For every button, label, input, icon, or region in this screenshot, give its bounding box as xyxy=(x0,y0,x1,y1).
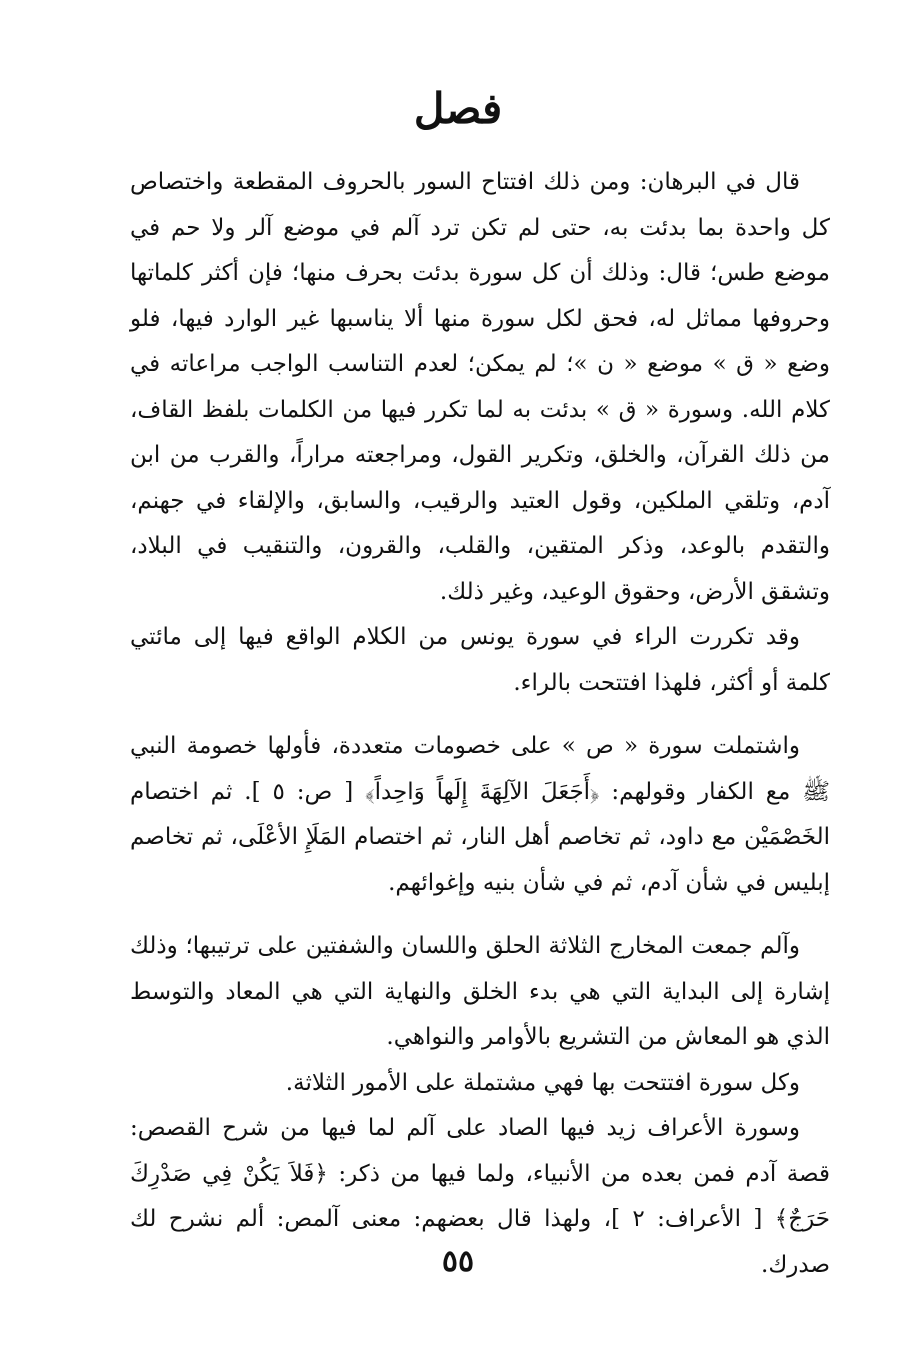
paragraph-alif-lam-mim: وآلم جمعت المخارج الثلاثة الحلق واللسان والشفتين على ترتيبها؛ وذلك إشارة إلى البداية التي هي بدء الخلق والنهاية التي هي المعاد والتوسط الذي هو المعاش من التشريع بالأوامر والنواهي. xyxy=(130,933,830,1050)
paragraph-surah-yunus: وقد تكررت الراء في سورة يونس من الكلام الواقع فيها إلى مائتي كلمة أو أكثر، فلهذا افتتحت بالراء. xyxy=(130,624,830,696)
page-title: فصل xyxy=(413,84,503,133)
page-body xyxy=(130,160,830,1288)
paragraph-surah-araf: وسورة الأعراف زيد فيها الصاد على آلم لما فيها من شرح القصص: قصة آدم فمن بعده من الأنبياء، ولما فيها من ذكر: ﴿فَلاَ يَكُنْ فِي صَدْرِكَ حَرَجٌ﴾ [ الأعراف: ٢ ]، ولهذا قال بعضهم: معنى آلمص: ألم نشرح لك صدرك. xyxy=(130,1115,830,1278)
page-number: ٥٥ xyxy=(441,1244,475,1279)
paragraph-three-matters: وكل سورة افتتحت بها فهي مشتملة على الأمور الثلاثة. xyxy=(285,1069,800,1096)
paragraph-surah-sad: واشتملت سورة « ص » على خصومات متعددة، فأولها خصومة النبي ﷺ مع الكفار وقولهم: ﴿أَجَعَلَ الآلِهَةَ إِلَهاً وَاحِداً﴾ [ ص: ٥ ]. ثم اختصام الخَصْمَيْن مع داود، ثم تخاصم أهل النار، ثم اختصام المَلَإِ الأعْلَى، ثم تخاصم إبليس في شأن آدم، ثم في شأن بنيه وإغوائهم. xyxy=(130,733,831,896)
paragraph-muqatta-letters: قال في البرهان: ومن ذلك افتتاح السور بالحروف المقطعة واختصاص كل واحدة بما بدئت به، حتى لم تكن ترد آلم في موضع آلر ولا حم في موضع طس؛ قال: وذلك أن كل سورة بدئت بحرف منها؛ فإن أكثر كلماتها وحروفها مماثل له، فحق لكل سورة منها ألا يناسبها غير الوارد فيها، فلو وضع « ق » موضع « ن »؛ لم يمكن؛ لعدم التناسب الواجب مراعاته في كلام الله. وسورة « ق » بدئت به لما تكرر فيها من الكلمات بلفظ القاف، من ذلك القرآن، والخلق، وتكرير القول، ومراجعته مراراً، والقرب من ابن آدم، وتلقي الملكين، وقول العتيد والرقيب، والسابق، والإلقاء في جهنم، والتقدم بالوعد، وذكر المتقين، والقلب، والقرون، والتنقيب في البلاد، وتشقق الأرض، وحقوق الوعيد، وغير ذلك. xyxy=(130,169,830,605)
